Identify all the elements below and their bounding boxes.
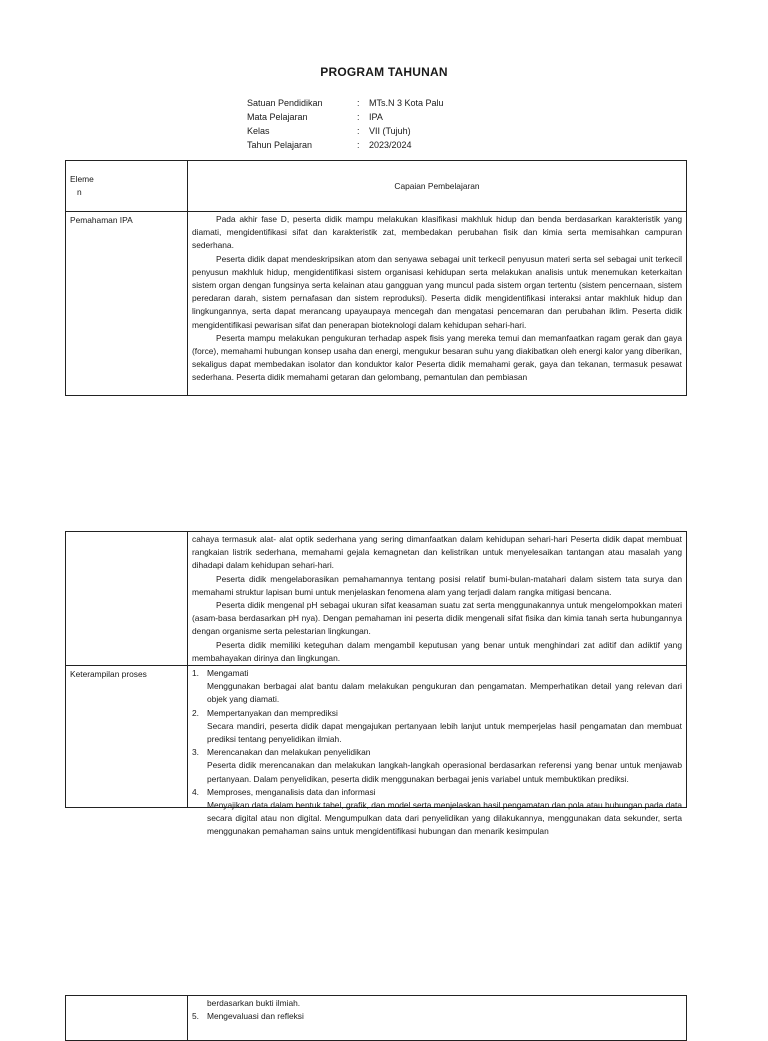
- cp-table-page-1: [65, 160, 687, 396]
- item-number: 2.: [192, 707, 199, 718]
- table-row: [66, 666, 687, 808]
- meta-value: MTs.N 3 Kota Palu: [369, 98, 444, 108]
- meta-value: IPA: [369, 112, 383, 122]
- meta-colon: :: [357, 112, 360, 122]
- cp-paragraph: Pada akhir fase D, peserta didik mampu melakukan klasifikasi makhluk hidup dan benda berdasarkan karakteristik yang diamati, mengidentifikasi sifat dan karakteristik zat, membedakan perubahan fisik dan kimia serta memisahkan campuran sederhana.: [192, 214, 682, 251]
- meta-row-year: [247, 138, 444, 152]
- table-row: [66, 996, 687, 1041]
- meta-colon: :: [357, 126, 360, 136]
- cp-paragraph: Peserta didik dapat mendeskripsikan atom dan senyawa sebagai unit terkecil penyusun materi serta sel sebagai unit terkecil penyusun makhluk hidup, mengidentifikasi sistem organisasi kehidupan serta melakukan analisis untuk menemukan keterkaitan sistem organ dengan fungsinya serta kelainan atau gangguan yang muncul pada sistem organ tertentu (sistem pencernaan, sistem peredaran darah, sistem pernafasan dan sistem reproduksi). Peserta didik mengidentifikasi interaksi antar makhluk hidup dan lingkungannya, serta dapat merancang upayaupaya mencegah dan mengatasi pencemaran dan perubahan iklim. Peserta didik mengidentifikasi pewarisan sifat dan penerapan bioteknologi dalam kehidupan sehari-hari.: [192, 253, 682, 330]
- cp-table-page-2: [65, 531, 687, 837]
- list-item: [192, 707, 682, 720]
- document-meta: [247, 96, 444, 152]
- cp-paragraph: Peserta didik memiliki keteguhan dalam mengambil keputusan yang benar untuk menghindari zat aditif dan adiktif yang membahayakan dirinya dan lingkungan.: [192, 639, 682, 663]
- table-row: [66, 532, 687, 666]
- row-content: [188, 212, 687, 396]
- cp-paragraph: Peserta didik mengenal pH sebagai ukuran sifat keasaman suatu zat serta menggunakannya untuk mengelompokkan materi (asam-basa berdasarkan pH nya). Dengan pemahaman ini peserta didik mengenali sifat fisika dan kimia tanah serta hubungannya dengan organisme serta pelestarian lingkungan.: [192, 600, 682, 637]
- cp-paragraph: cahaya termasuk alat- alat optik sederhana yang sering dimanfaatkan dalam kehidupan sehari-hari Peserta didik dapat membuat rangkaian listrik sederhana, memahami gejala kemagnetan dan kelistrikan untuk menyelesaikan tantangan atau masalah yang dihadapi dalam kehidupan sehari-hari.: [192, 534, 682, 571]
- meta-value: VII (Tujuh): [369, 126, 411, 136]
- meta-label: Kelas: [247, 126, 270, 136]
- table-row: [66, 212, 687, 396]
- item-title: Mempertanyakan dan memprediksi: [207, 707, 338, 718]
- item-title: Mengevaluasi dan refleksi: [207, 1011, 304, 1022]
- list-item: [192, 667, 682, 680]
- meta-row-school: [247, 96, 444, 110]
- item-description: Menggunakan berbagai alat bantu dalam melakukan pengukuran dan pengamatan. Memperhatikan detail yang relevan dari objek yang diamati.: [207, 681, 682, 705]
- cp-paragraph: Peserta mampu melakukan pengukuran terhadap aspek fisis yang mereka temui dan memanfaatkan ragam gerak dan gaya (force), memahami hubungan konsep usaha dan energi, mengukur besaran suhu yang diakibatkan oleh energi kalor yang diberikan, sekaligus dapat membedakan isolator dan konduktor kalor Peserta didik memahami gerak, gaya dan tekanan, termasuk pesawat sederhana. Peserta didik memahami getaran dan gelombang, pemantulan dan pembiasan: [192, 332, 682, 383]
- row-element-label: Keterampilan proses: [66, 666, 188, 808]
- item-description: Peserta didik merencanakan dan melakukan langkah-langkah operasional berdasarkan referensi yang benar untuk menjawab pertanyaan. Dalam penyelidikan, peserta didik menggunakan berbagai jenis variabel untuk membuktikan prediksi.: [207, 760, 682, 784]
- row-content: [188, 532, 687, 666]
- row-element-label-empty: [66, 532, 188, 666]
- item-title: Merencanakan dan melakukan penyelidikan: [207, 747, 371, 758]
- meta-label: Tahun Pelajaran: [247, 140, 313, 150]
- cp-paragraph: Peserta didik mengelaborasikan pemahamannya tentang posisi relatif bumi-bulan-matahari dalam sistem tata surya dan memahami struktur lapisan bumi untuk menjelaskan fenomena alam yang terjadi dalam rangka mitigasi bencana.: [192, 573, 682, 597]
- item-description: Menyajikan data dalam bentuk tabel, grafik, dan model serta menjelaskan hasil pengamatan dan pola atau hubungan pada data secara digital atau non digital. Mengumpulkan data dari penyelidikan yang dilakukannya, menggunakan data sekunder, serta menggunakan pemahaman sains untuk mengidentifikasi hubungan dan menarik kesimpulan: [207, 800, 682, 837]
- item-number: 1.: [192, 668, 199, 679]
- list-item: [192, 746, 682, 759]
- header-element-text: Eleme n: [70, 174, 94, 198]
- header-cp: Capaian Pembelajaran: [188, 161, 687, 212]
- table-header-row: [66, 161, 687, 212]
- item-number: 3.: [192, 747, 199, 758]
- list-item: [192, 1010, 682, 1023]
- cp-table-page-3: [65, 995, 687, 1041]
- meta-row-class: [247, 124, 444, 138]
- meta-value: 2023/2024: [369, 140, 412, 150]
- item-description: berdasarkan bukti ilmiah.: [207, 998, 301, 1008]
- page-title: PROGRAM TAHUNAN: [320, 65, 448, 79]
- meta-label: Mata Pelajaran: [247, 112, 308, 122]
- item-title: Memproses, menganalisis data dan informasi: [207, 786, 376, 797]
- item-title: Mengamati: [207, 668, 249, 679]
- row-content: [188, 996, 687, 1041]
- item-number: 4.: [192, 786, 199, 797]
- item-description: Secara mandiri, peserta didik dapat mengajukan pertanyaan lebih lanjut untuk memperjelas hasil pengamatan dan membuat prediksi tentang penyelidikan ilmiah.: [207, 720, 682, 745]
- row-element-label-empty: [66, 996, 188, 1041]
- row-content: [188, 666, 687, 837]
- row-element-label: Pemahaman IPA: [66, 212, 188, 396]
- list-item: [192, 786, 682, 799]
- meta-colon: :: [357, 140, 360, 150]
- header-element: [66, 161, 188, 212]
- item-number: 5.: [192, 1011, 199, 1022]
- meta-colon: :: [357, 98, 360, 108]
- meta-label: Satuan Pendidikan: [247, 98, 323, 108]
- meta-row-subject: [247, 110, 444, 124]
